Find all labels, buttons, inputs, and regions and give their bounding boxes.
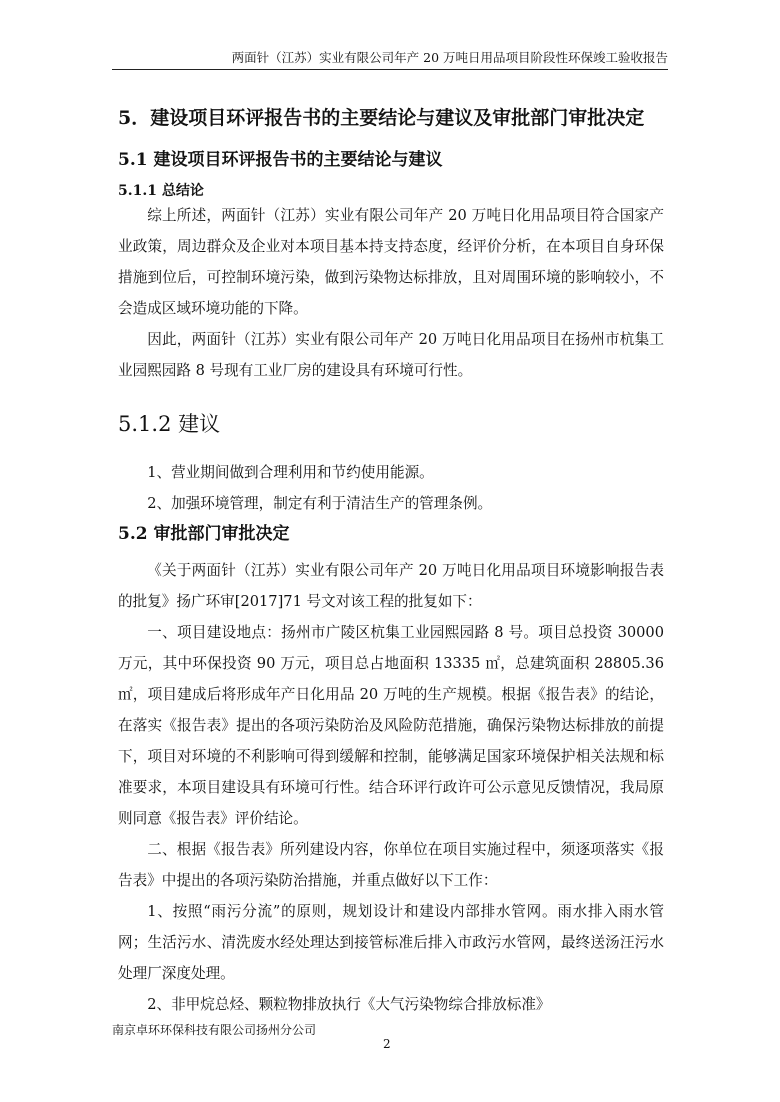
section-5-1-1-heading: 5.1.1 总结论 xyxy=(118,183,204,199)
section-5-2-heading: 5.2 审批部门审批决定 xyxy=(118,524,290,544)
drainage-paragraph: 1、按照“雨污分流”的原则，规划设计和建设内部排水管网。雨水排入雨水管网；生活污水、清洗废水经处理达到接管标准后排入市政污水管网，最终送汤汪污水处理厂深度处理。 xyxy=(118,903,664,982)
suggestion-item-1: 1、营业期间做到合理利用和节约使用能源。 xyxy=(147,464,434,481)
footer-company: 南京卓环环保科技有限公司扬州分公司 xyxy=(112,1023,317,1037)
section-5-1-heading: 5.1 建设项目环评报告书的主要结论与建议 xyxy=(118,150,443,170)
approval-intro-paragraph: 《关于两面针（江苏）实业有限公司年产 20 万吨日化用品项目环境影响报告表的批复》扬广环审[2017]71 号文对该工程的批复如下： xyxy=(118,562,664,610)
approval-item-2-paragraph: 二、根据《报告表》所列建设内容，你单位在项目实施过程中，须逐项落实《报告表》中提出的各项污染防治措施，并重点做好以下工作： xyxy=(118,841,664,889)
running-header: 两面针（江苏）实业有限公司年产 20 万吨日用品项目阶段性环保竣工验收报告 xyxy=(112,50,668,70)
approval-item-1-paragraph: 一、项目建设地点：扬州市广陵区杭集工业园熙园路 8 号。项目总投资 30000 万元，其中环保投资 90 万元，项目总占地面积 13335 ㎡，总建筑面积 28805.36 ㎡，项目建成后将形成年产日化用品 20 万吨的生产规模。根据《报告表》的结论，在落实《报告表》提出的各项污染防治及风险防范措施，确保污染物达标排放的前提下，项目对环境的不利影响可得到缓解和控制，能够满足国家环境保护相关法规和标准要求，本项目建设具有环境可行性。结合环评行政许可公示意见反馈情况，我局原则同意《报告表》评价结论。 xyxy=(118,624,664,827)
emission-paragraph: 2、非甲烷总烃、颗粒物排放执行《大气污染物综合排放标准》 xyxy=(147,996,551,1013)
suggestion-item-2: 2、加强环境管理，制定有利于清洁生产的管理条例。 xyxy=(147,495,493,512)
section-5-heading: 5．建设项目环评报告书的主要结论与建议及审批部门审批决定 xyxy=(118,107,645,129)
page-number: 2 xyxy=(383,1037,391,1051)
feasibility-paragraph: 因此，两面针（江苏）实业有限公司年产 20 万吨日化用品项目在扬州市杭集工业园熙园路 8 号现有工业厂房的建设具有环境可行性。 xyxy=(118,331,664,379)
section-5-1-2-heading: 5.1.2 建议 xyxy=(118,412,221,436)
conclusion-paragraph: 综上所述，两面针（江苏）实业有限公司年产 20 万吨日化用品项目符合国家产业政策，周边群众及企业对本项目基本持支持态度，经评价分析，在本项目自身环保措施到位后，可控制环境污染，做到污染物达标排放，且对周围环境的影响较小，不会造成区域环境功能的下降。 xyxy=(118,207,664,317)
